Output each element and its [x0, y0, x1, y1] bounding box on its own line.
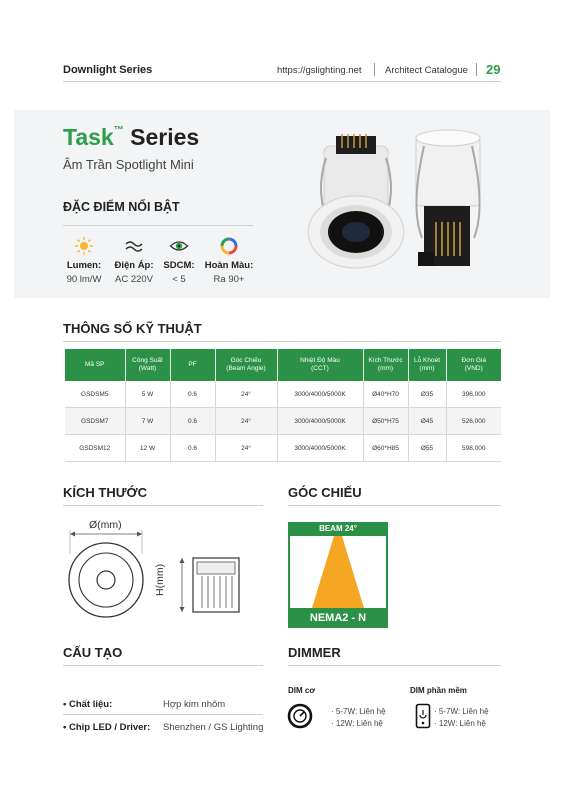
feature-lumen — [59, 236, 109, 285]
dimmer-soft-item: · 12W: Liên hệ — [434, 719, 486, 728]
dial-knob-icon — [287, 703, 313, 729]
cell-cutout: Ø55 — [408, 435, 446, 462]
cell-cutout: Ø45 — [408, 408, 446, 435]
feature-voltage — [109, 236, 159, 285]
feature-value: 90 lm/W — [66, 274, 102, 285]
page-number: 29 — [486, 62, 501, 77]
title-brand: Task — [63, 124, 114, 150]
cell-price: 598,000 — [446, 435, 501, 462]
beam-rule — [288, 505, 501, 506]
header-divider — [476, 63, 477, 76]
dimmer-soft-label: DIM phần mềm — [410, 686, 467, 695]
dimensions-rule — [63, 505, 263, 506]
cell-beam: 24° — [215, 435, 277, 462]
feature-value: Ra 90+ — [213, 274, 245, 285]
cell-beam: 24° — [215, 408, 277, 435]
dimensions-heading: KÍCH THƯỚC — [63, 485, 147, 500]
cell-price: 526,000 — [446, 408, 501, 435]
height-label-box — [148, 548, 176, 604]
cell-pf: 0.6 — [170, 408, 215, 435]
cell-cutout: Ø35 — [408, 381, 446, 408]
cell-code: GSDSM7 — [65, 408, 125, 435]
dimmer-soft-item: · 5-7W: Liên hệ — [434, 707, 489, 716]
header-divider — [374, 63, 375, 76]
cell-pf: 0.6 — [170, 381, 215, 408]
structure-heading: CẤU TẠO — [63, 645, 123, 660]
col-header-price: Đơn Giá (VND) — [446, 349, 501, 381]
col-header-cct: Nhiệt Độ Màu (CCT) — [277, 349, 363, 381]
structure-key-chip: • Chip LED / Driver: — [63, 722, 151, 733]
structure-key-material: • Chất liệu: — [63, 699, 113, 710]
feature-value: < 5 — [172, 274, 186, 285]
table-header-row — [65, 349, 501, 381]
structure-row-divider — [63, 714, 263, 715]
trademark-symbol: ™ — [113, 125, 124, 136]
structure-rule — [63, 665, 263, 666]
product-subtitle: Âm Trần Spotlight Mini — [63, 157, 194, 172]
col-header-pf: PF — [170, 349, 215, 381]
header-url[interactable]: https://gslighting.net — [277, 65, 362, 76]
col-header-code: Mã SP — [65, 349, 125, 381]
cell-price: 396,000 — [446, 381, 501, 408]
feature-value: AC 220V — [114, 274, 154, 285]
col-header-size: Kích Thước (mm) — [363, 349, 408, 381]
features-rule — [63, 225, 253, 226]
feature-label: SDCM: — [163, 260, 195, 271]
feature-label: Lumen: — [66, 260, 102, 271]
downlight-front-image — [308, 134, 404, 268]
sun-icon — [59, 236, 109, 256]
feature-label: Hoàn Màu: — [204, 260, 254, 271]
dimmer-mech-item: · 5-7W: Liên hệ — [331, 707, 386, 716]
beam-cone — [290, 536, 386, 608]
dimmer-mech-item: · 12W: Liên hệ — [331, 719, 383, 728]
features-heading: ĐẶC ĐIỂM NỔI BẬT — [63, 200, 180, 214]
product-photo — [296, 128, 516, 278]
cell-size: Ø50*H75 — [363, 408, 408, 435]
table-row — [65, 381, 501, 408]
product-title — [63, 124, 199, 151]
col-header-cutout: Lỗ Khoét (mm) — [408, 349, 446, 381]
beam-angle-label: BEAM 24° — [288, 522, 388, 536]
cell-power: 7 W — [125, 408, 170, 435]
cell-code: GSDSM12 — [65, 435, 125, 462]
header-rule — [63, 81, 501, 82]
header-catalogue: Architect Catalogue — [385, 65, 468, 76]
ac-wave-icon — [109, 236, 159, 256]
col-header-beam: Góc Chiếu (Beam Angle) — [215, 349, 277, 381]
specs-heading: THÔNG SỐ KỸ THUẬT — [63, 321, 202, 336]
cell-code: GSDSM5 — [65, 381, 125, 408]
table-row — [65, 408, 501, 435]
structure-value-chip: Shenzhen / GS Lighting — [163, 722, 264, 733]
specs-rule — [63, 341, 501, 342]
cell-power: 5 W — [125, 381, 170, 408]
header-series: Downlight Series — [63, 64, 153, 76]
color-wheel-icon — [204, 236, 254, 256]
col-header-power: Công Suất (Watt) — [125, 349, 170, 381]
cell-cct: 3000/4000/5000K — [277, 381, 363, 408]
spec-table — [65, 349, 501, 462]
title-rest: Series — [123, 124, 200, 150]
cell-pf: 0.6 — [170, 435, 215, 462]
phone-icon — [415, 703, 431, 729]
height-label: H(mm) — [154, 563, 166, 596]
dimmer-mech-label: DIM cơ — [288, 686, 316, 695]
downlight-side-image — [416, 130, 480, 266]
feature-sdcm — [154, 236, 204, 285]
feature-label: Điện Áp: — [114, 260, 154, 271]
cell-beam: 24° — [215, 381, 277, 408]
beam-nema-label: NEMA2 - N — [288, 608, 388, 628]
eye-icon — [154, 236, 204, 256]
feature-cri — [204, 236, 254, 285]
cell-size: Ø40*H70 — [363, 381, 408, 408]
structure-value-material: Hợp kim nhôm — [163, 699, 226, 710]
cell-cct: 3000/4000/5000K — [277, 435, 363, 462]
diameter-label: Ø(mm) — [89, 519, 122, 531]
beam-heading: GÓC CHIẾU — [288, 485, 362, 500]
cell-size: Ø60*H85 — [363, 435, 408, 462]
cell-cct: 3000/4000/5000K — [277, 408, 363, 435]
table-row — [65, 435, 501, 462]
dimmer-heading: DIMMER — [288, 645, 341, 660]
cell-power: 12 W — [125, 435, 170, 462]
dimmer-rule — [288, 665, 501, 666]
